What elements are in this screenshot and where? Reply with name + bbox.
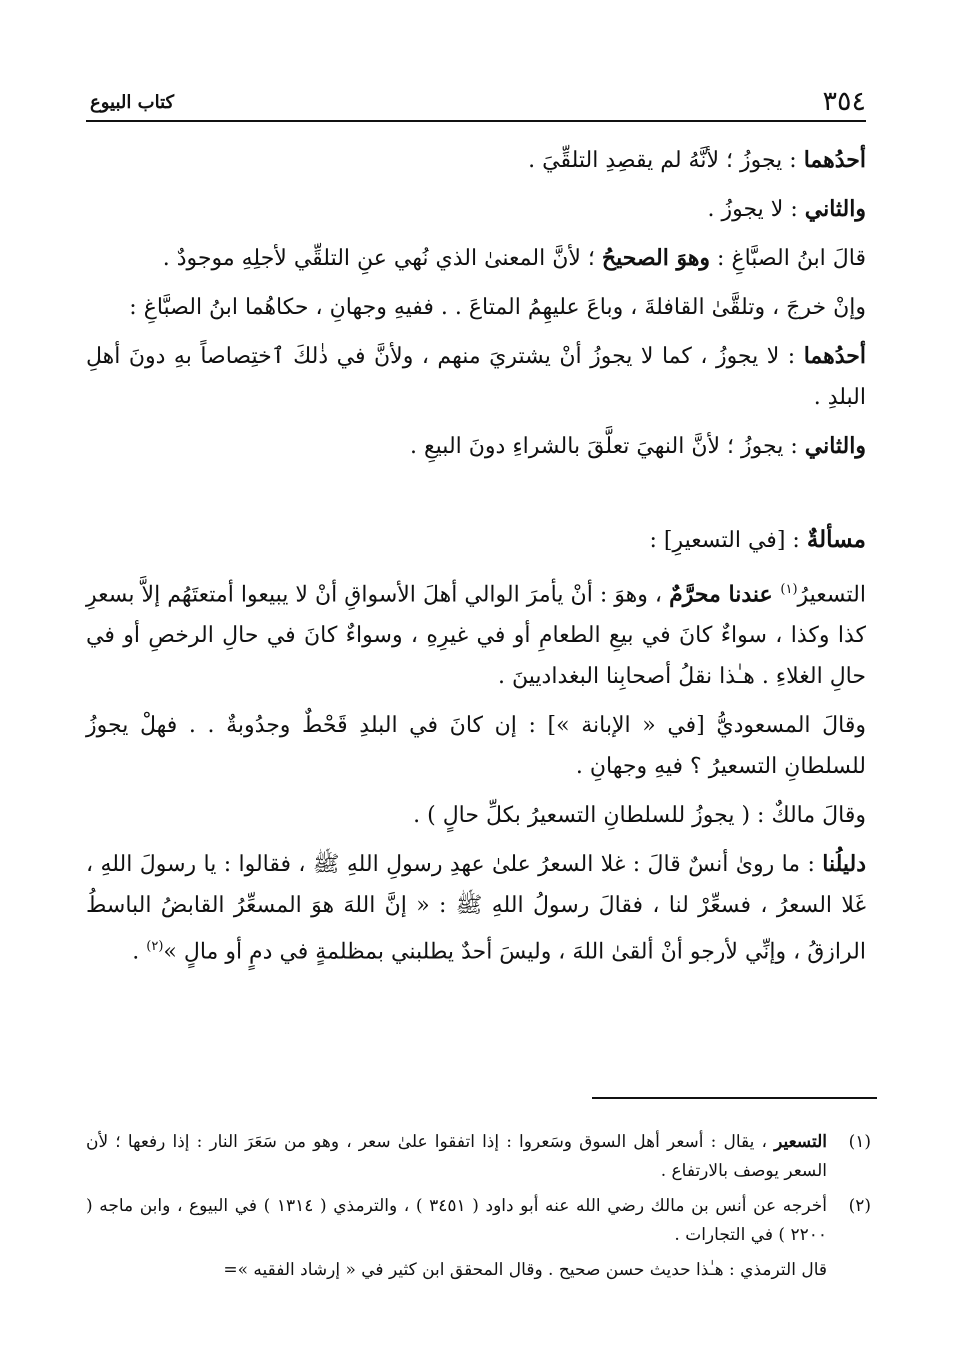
paragraph-text: : ما روىٰ أنسٌ قالَ : غلا السعرُ علىٰ عهدِ رسولِ اللهِ ﷺ ، فقالوا : يا رسولَ اللهِ ، غَلا السعرُ ، فسعِّرْ لنا ، فقالَ رسولُ اللهِ ﷺ : « إنَّ اللهَ هوَ المسعِّرُ القابضُ الباسطُ الرازقُ ، وإنِّي لأرجو أنْ ألقىٰ اللهَ ، وليسَ أحدٌ يطلبني بمظلمةٍ في دمٍ أو مالٍ » — [86, 852, 866, 965]
paragraph — [86, 238, 866, 279]
paragraph — [86, 287, 866, 328]
paragraph-text: وقالَ مالكٌ : ( يجوزُ للسلطانِ التسعيرُ بكلِّ حالٍ ) . — [413, 803, 866, 829]
paragraph — [86, 426, 866, 467]
paragraph-text: وقالَ المسعوديُّ [في « الإبانة »] : إن كانَ في البلدِ قَحْطٌ وجدُوبةٌ . . فهلْ يجوزُ للسلطانِ التسعيرُ ؟ فيهِ وجهانِ . — [86, 713, 866, 780]
paragraph-text: : لا يجوزُ ، كما لا يجوزُ أنْ يشتريَ منهم ، ولأنَّ في ذٰلكَ ٱختِصاصاً بهِ دونَ أهلِ البلدِ . — [86, 344, 866, 410]
heading-topic: : [في التسعيرِ] : — [649, 528, 807, 553]
footnote-text — [86, 1128, 827, 1186]
footnote-continuation: قال الترمذي : هـٰذا حديث حسن صحيح . وقال المحقق ابن كثير في « إرشاد الفقيه »= — [223, 1260, 827, 1280]
page-header — [86, 86, 866, 122]
paragraph — [86, 336, 866, 418]
paragraph-text: التسعيرُ — [797, 582, 866, 608]
paragraph-text: . — [132, 939, 147, 965]
footnote-term: التسعير — [774, 1132, 827, 1152]
main-text — [86, 140, 866, 981]
footnote-ref[interactable]: (٢) — [146, 939, 164, 955]
footnote-ref[interactable]: (١) — [780, 582, 798, 597]
bold-lead: أحدُهما — [803, 147, 866, 173]
bold-lead: والثاني — [804, 433, 866, 459]
paragraph — [86, 795, 866, 836]
footnote — [86, 1128, 871, 1186]
footnote-body: ، يقال : أسعر أهل السوق وسَعروا : إذا اتفقوا علىٰ سعر ، وهو من سَعَرَ النار : إذا رفعها ؛ لأن السعر يوصف بالارتفاع . — [86, 1132, 827, 1181]
paragraph-text: قالَ ابنُ الصبَّاغِ : — [710, 246, 866, 271]
paragraph — [86, 705, 866, 787]
paragraph-text: : يجوزُ ؛ لأنَّهُ لم يقصِدِ التلقِّيَ . — [528, 148, 804, 173]
section-gap — [86, 475, 866, 519]
section-heading — [86, 519, 866, 561]
footnote-divider — [592, 1097, 877, 1099]
paragraph-text: ؛ لأنَّ المعنىٰ الذي نُهي عنِ التلقِّي لأجلِهِ موجودٌ . — [162, 246, 602, 271]
paragraph-text: ، وهوَ : أنْ يأمرَ الوالي أهلَ الأسواقِ أنْ لا يبيعوا أمتعتَهُم إلاَّ بسعرِ كذا وكذا ، سواءٌ كانَ في بيعِ الطعامِ أو في غيرِهِ ، وسواءٌ كانَ في حالِ الرخصِ أو في حالِ الغلاءِ . هـٰذا نقلُ أصحابِنا البغداديينَ . — [86, 582, 866, 690]
paragraph-text: وإنْ خرجَ ، وتلقَّىٰ القافلةَ ، وباعَ عليهِمُ المتاعَ . . ففيهِ وجهانِ ، حكاهُما ابنُ الصبَّاغِ : — [129, 295, 866, 320]
footnotes — [86, 1128, 871, 1285]
paragraph — [86, 569, 866, 697]
paragraph-text: : يجوزُ ؛ لأنَّ النهيَ تعلَّقَ بالشراءِ دونَ البيعِ . — [409, 434, 805, 459]
paragraph — [86, 844, 866, 972]
running-title: كتاب البيوع — [90, 92, 175, 113]
footnote-text: أخرجه عن أنس بن مالك رضي الله عنه أبو داود ( ٣٤٥١ ) ، والترمذي ( ١٣١٤ ) في البيوع ، وابن ماجه ( ٢٢٠٠ ) في التجارات . — [86, 1196, 827, 1245]
bold-phrase: وهوَ الصحيحُ — [601, 245, 711, 271]
footnote-number: (٢) — [848, 1196, 871, 1216]
paragraph — [86, 140, 866, 181]
footnote — [86, 1192, 871, 1250]
bold-phrase: عندنا محرَّمٌ — [669, 581, 781, 608]
paragraph-text: : لا يجوزُ . — [707, 197, 805, 222]
masala-heading: مسألةٌ — [806, 526, 866, 553]
page-number: ٣٥٤ — [822, 86, 866, 117]
bold-lead: دليلُنا — [822, 851, 866, 878]
paragraph — [86, 189, 866, 230]
footnote-number: (١) — [848, 1132, 871, 1152]
bold-lead: أحدُهما — [803, 343, 866, 369]
bold-lead: والثاني — [804, 196, 866, 222]
